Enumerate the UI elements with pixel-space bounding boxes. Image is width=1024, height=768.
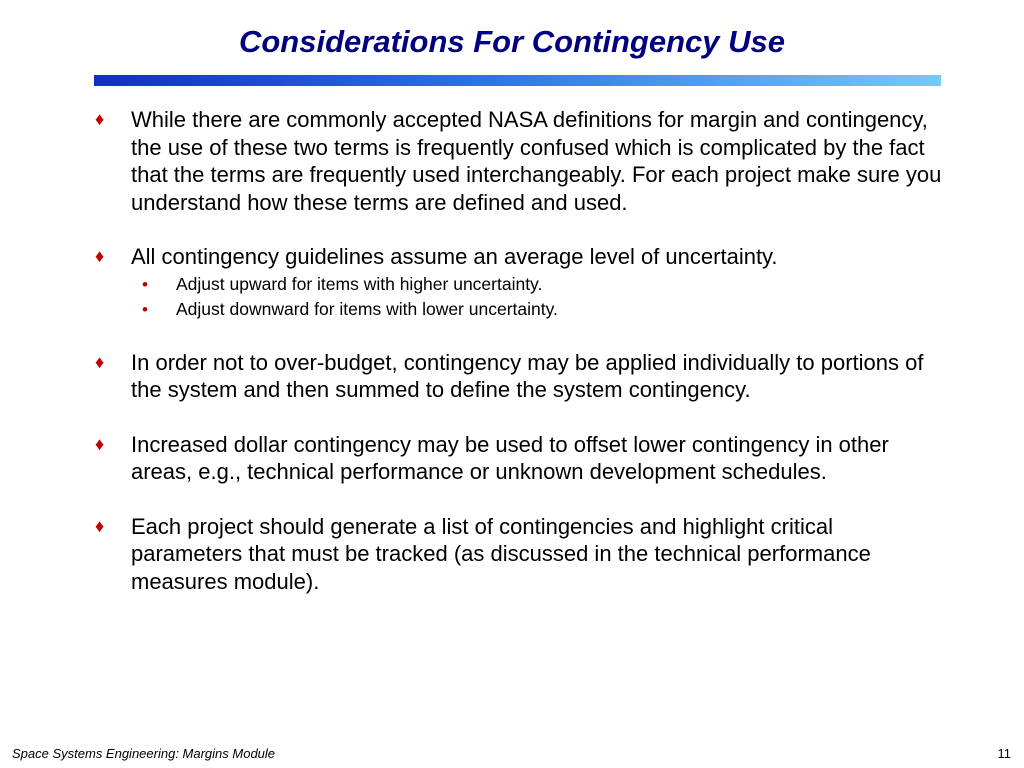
dot-icon: • <box>142 274 148 294</box>
footer-page-number: 11 <box>997 746 1011 761</box>
bullet-item <box>95 106 945 216</box>
diamond-icon: ♦ <box>95 246 105 266</box>
title-underline-bar <box>94 75 941 86</box>
dot-icon: • <box>142 299 148 319</box>
bullet-text: While there are commonly accepted NASA definitions for margin and contingency, the use of these two terms is frequently confused which is complicated by the fact that the terms are frequently used interchangeably. For each project make sure you understand how these terms are defined and used. <box>131 107 942 215</box>
sub-bullet-text: Adjust upward for items with higher uncertainty. <box>176 273 543 294</box>
diamond-icon: ♦ <box>95 515 105 536</box>
footer-course-title: Space Systems Engineering: Margins Module <box>12 746 276 761</box>
sub-bullet-item <box>131 297 945 322</box>
bullet-text: Each project should generate a list of contingencies and highlight critical parameters that must be tracked (as discussed in the technical performance measures module). <box>131 513 871 594</box>
bullet-item <box>95 243 945 322</box>
sub-bullet-text: Adjust downward for items with lower uncertainty. <box>176 298 558 319</box>
bullet-item <box>95 513 945 596</box>
slide-title: Considerations For Contingency Use <box>238 24 785 59</box>
bullet-text: Increased dollar contingency may be used to offset lower contingency in other areas, e.g., technical performance or unknown development schedules. <box>131 431 889 484</box>
diamond-icon: ♦ <box>95 433 105 454</box>
bullet-text: All contingency guidelines assume an average level of uncertainty. <box>131 244 778 269</box>
sub-bullet-item <box>131 272 945 297</box>
sub-bullet-list <box>131 272 945 322</box>
diamond-icon: ♦ <box>95 351 105 372</box>
diamond-icon: ♦ <box>95 109 105 129</box>
bullet-item <box>95 431 945 486</box>
bullet-text: In order not to over-budget, contingency may be applied individually to portions of the system and then summed to define the system contingency. <box>131 349 924 402</box>
bullet-item <box>95 349 945 404</box>
bullet-list <box>95 106 945 622</box>
